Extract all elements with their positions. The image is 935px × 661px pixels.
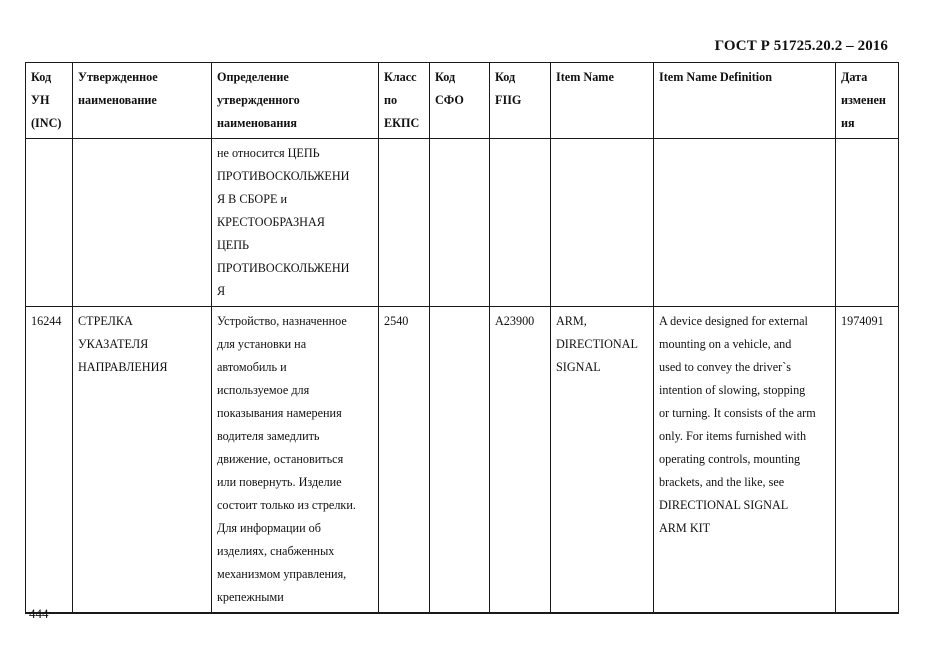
page-number: 444 bbox=[29, 606, 49, 621]
cell-item-name-definition bbox=[654, 139, 836, 307]
cell-definition: Устройство, назначенное для установки на автомобиль и используемое для показывания намерения водителя замедлить движение, остановиться или повернуть. Изделие состоит только из стрелки. Для информации об изделиях, снабженных механизмом управления, крепежными bbox=[212, 307, 379, 614]
cell-approved-name: СТРЕЛКА УКАЗАТЕЛЯ НАПРАВЛЕНИЯ bbox=[73, 307, 212, 614]
cell-fiig-code: A23900 bbox=[490, 307, 551, 614]
cell-definition: не относится ЦЕПЬ ПРОТИВОСКОЛЬЖЕНИ Я В СБОРЕ и КРЕСТООБРАЗНАЯ ЦЕПЬ ПРОТИВОСКОЛЬЖЕНИ Я bbox=[212, 139, 379, 307]
cell-fiig-code bbox=[490, 139, 551, 307]
cell-sfo-code bbox=[430, 139, 490, 307]
cell-item-name: ARM, DIRECTIONAL SIGNAL bbox=[551, 307, 654, 614]
column-header-inc: Код УН (INC) bbox=[26, 63, 73, 139]
cell-class-ekps: 2540 bbox=[379, 307, 430, 614]
cell-item-name-definition: A device designed for external mounting on a vehicle, and used to convey the driver`s intention of slowing, stopping or turning. It consists of the arm only. For items furnished with operating controls, mounting brackets, and the like, see DIRECTIONAL SIGNAL ARM KIT bbox=[654, 307, 836, 614]
cell-inc bbox=[26, 139, 73, 307]
column-header-fiig-code: Код FIIG bbox=[490, 63, 551, 139]
column-header-change-date: Дата изменен ия bbox=[836, 63, 899, 139]
column-header-class-ekps: Класс по ЕКПС bbox=[379, 63, 430, 139]
column-header-approved-name: Утвержденное наименование bbox=[73, 63, 212, 139]
cell-item-name bbox=[551, 139, 654, 307]
cell-approved-name bbox=[73, 139, 212, 307]
cell-sfo-code bbox=[430, 307, 490, 614]
table-header-row bbox=[26, 63, 899, 139]
column-header-item-name-definition: Item Name Definition bbox=[654, 63, 836, 139]
column-header-item-name: Item Name bbox=[551, 63, 654, 139]
column-header-definition: Определение утвержденного наименования bbox=[212, 63, 379, 139]
document-code-header: ГОСТ Р 51725.20.2 – 2016 bbox=[714, 38, 888, 54]
column-header-sfo-code: Код СФО bbox=[430, 63, 490, 139]
table-row bbox=[26, 307, 899, 614]
cell-inc: 16244 bbox=[26, 307, 73, 614]
table-row bbox=[26, 139, 899, 307]
cell-class-ekps bbox=[379, 139, 430, 307]
cell-change-date bbox=[836, 139, 899, 307]
cell-change-date: 1974091 bbox=[836, 307, 899, 614]
catalog-table bbox=[25, 62, 899, 614]
